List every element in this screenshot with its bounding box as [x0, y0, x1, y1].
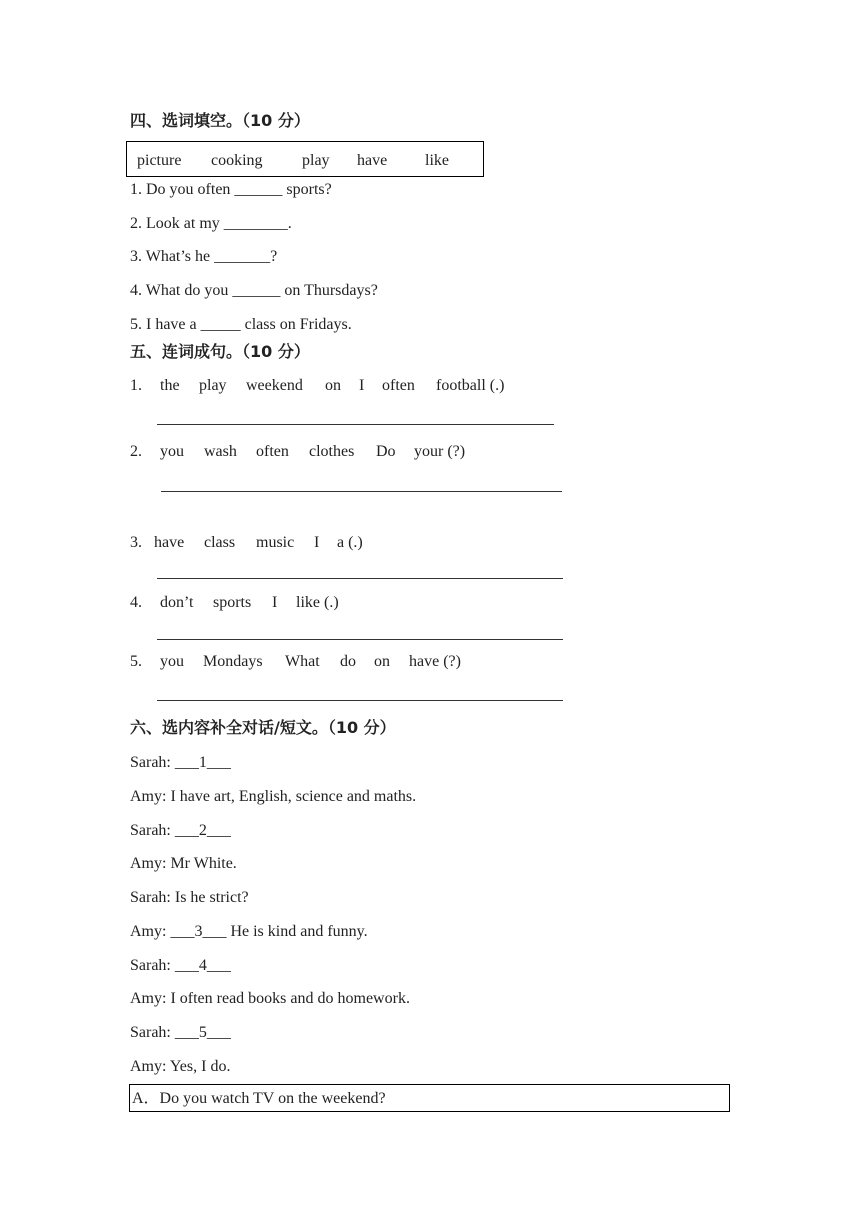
scrambled-word: clothes	[309, 443, 355, 460]
fill-question-2: 2. Look at my ________.	[130, 215, 292, 232]
item-number: 5.	[130, 653, 142, 670]
scrambled-word: often	[256, 443, 289, 460]
dialogue-line: Sarah: ___2___	[130, 822, 231, 839]
scrambled-word: you	[160, 443, 184, 460]
answer-line	[157, 639, 563, 640]
item-number: 3.	[130, 534, 142, 551]
scrambled-word: music	[256, 534, 295, 551]
word-bank-item: picture	[137, 152, 182, 169]
scrambled-word: I	[359, 377, 365, 394]
word-bank-item: like	[425, 152, 449, 169]
section-6-title: 六、选内容补全对话/短文。（10 分）	[130, 718, 396, 737]
scrambled-word: football (.)	[436, 377, 505, 394]
scrambled-word: have	[154, 534, 185, 551]
answer-line	[157, 700, 563, 701]
word-bank-box	[126, 141, 484, 177]
answer-line	[161, 491, 562, 492]
scrambled-word: Mondays	[203, 653, 263, 670]
option-a: A．Do you watch TV on the weekend?	[132, 1090, 386, 1107]
scrambled-word: often	[382, 377, 415, 394]
fill-question-5: 5. I have a _____ class on Fridays.	[130, 316, 352, 333]
scrambled-word: sports	[213, 594, 252, 611]
scrambled-word: I	[314, 534, 320, 551]
scrambled-word: weekend	[246, 377, 303, 394]
scrambled-word: do	[340, 653, 356, 670]
dialogue-line: Sarah: ___5___	[130, 1024, 231, 1041]
word-bank-item: play	[302, 152, 330, 169]
dialogue-line: Amy: Mr White.	[130, 855, 237, 872]
scrambled-word: Do	[376, 443, 396, 460]
scrambled-word: on	[374, 653, 390, 670]
section-5-title: 五、连词成句。（10 分）	[130, 342, 310, 361]
scrambled-word: like (.)	[296, 594, 339, 611]
dialogue-line: Sarah: ___4___	[130, 957, 231, 974]
dialogue-line: Amy: I often read books and do homework.	[130, 990, 410, 1007]
answer-line	[157, 578, 563, 579]
dialogue-line: Amy: ___3___ He is kind and funny.	[130, 923, 368, 940]
word-bank-item: have	[357, 152, 388, 169]
dialogue-line: Sarah: Is he strict?	[130, 889, 249, 906]
dialogue-line: Sarah: ___1___	[130, 754, 231, 771]
scrambled-word: don’t	[160, 594, 194, 611]
reorder-item-5	[130, 652, 550, 672]
fill-question-4: 4. What do you ______ on Thursdays?	[130, 282, 378, 299]
reorder-item-1	[130, 376, 550, 396]
scrambled-word: What	[285, 653, 320, 670]
scrambled-word: on	[325, 377, 341, 394]
answer-line	[157, 424, 554, 425]
section-4-title: 四、选词填空。（10 分）	[130, 111, 310, 130]
scrambled-word: have (?)	[409, 653, 461, 670]
item-number: 1.	[130, 377, 142, 394]
scrambled-word: a (.)	[337, 534, 363, 551]
scrambled-word: you	[160, 653, 184, 670]
scrambled-word: the	[160, 377, 180, 394]
reorder-item-2	[130, 442, 550, 462]
item-number: 2.	[130, 443, 142, 460]
scrambled-word: play	[199, 377, 227, 394]
fill-question-1: 1. Do you often ______ sports?	[130, 181, 332, 198]
scrambled-word: I	[272, 594, 278, 611]
dialogue-line: Amy: I have art, English, science and maths.	[130, 788, 417, 805]
scrambled-word: class	[204, 534, 236, 551]
scrambled-word: wash	[204, 443, 237, 460]
options-box	[129, 1084, 730, 1112]
scrambled-word: your (?)	[414, 443, 466, 460]
fill-question-3: 3. What’s he _______?	[130, 248, 278, 265]
word-bank-item: cooking	[211, 152, 263, 169]
item-number: 4.	[130, 594, 142, 611]
reorder-item-3	[130, 533, 550, 553]
dialogue-line: Amy: Yes, I do.	[130, 1058, 231, 1075]
reorder-item-4	[130, 593, 550, 613]
